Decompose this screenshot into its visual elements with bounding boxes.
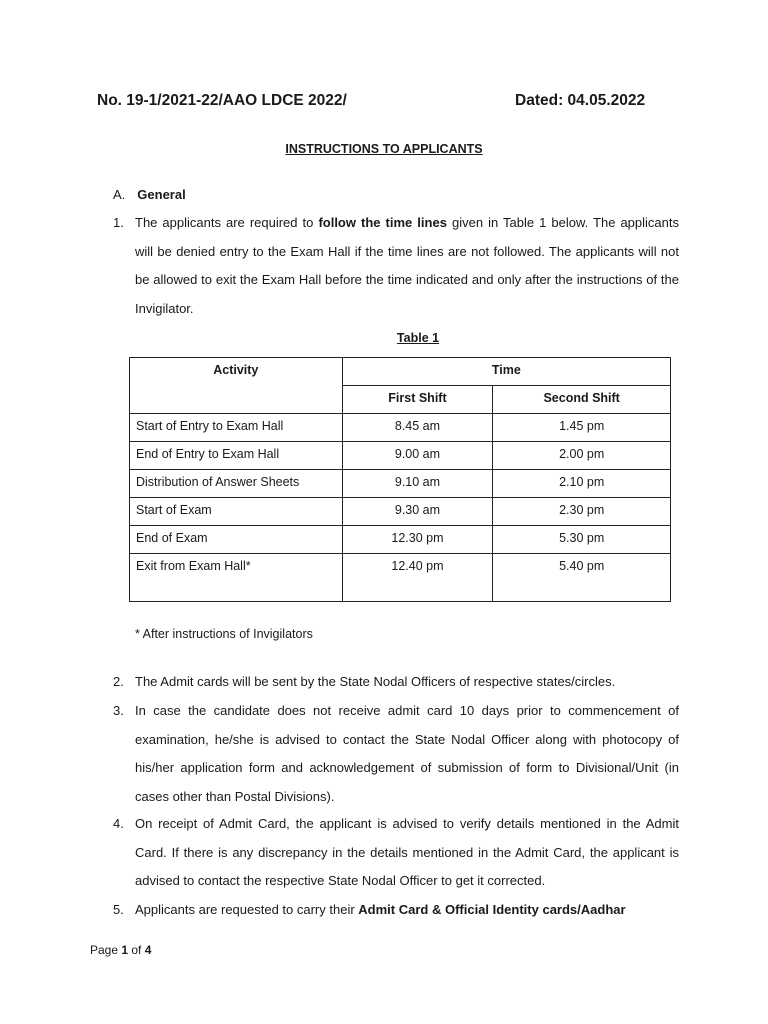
second-shift-cell: 5.40 pm [493,554,671,602]
second-shift-cell: 2.30 pm [493,498,671,526]
first-shift-cell: 9.30 am [342,498,493,526]
header-activity: Activity [130,358,343,414]
item-number: 5. [113,902,124,917]
table-row [130,554,671,602]
table-row [130,498,671,526]
activity-cell: Start of Entry to Exam Hall [130,414,343,442]
activity-cell: Distribution of Answer Sheets [130,470,343,498]
instruction-item-3 [113,697,679,811]
timeline-table [129,357,671,602]
page-number: 1 [121,943,129,957]
instruction-item-5 [113,896,679,925]
instruction-item-1 [113,209,679,323]
header-time: Time [342,358,670,386]
header-first-shift: First Shift [342,386,493,414]
item-number: 4. [113,816,124,831]
first-shift-cell: 9.00 am [342,442,493,470]
section-heading [113,187,186,202]
reference-number: No. 19-1/2021-22/AAO LDCE 2022/ [97,92,347,109]
header-second-shift: Second Shift [493,386,671,414]
activity-cell: End of Entry to Exam Hall [130,442,343,470]
item-text: The applicants are required to follow the time lines given in Table 1 below. The applicants will be denied entry to the Exam Hall if the time lines are not followed. The applicants will not be allowed to exit the Exam Hall before the time indicated and only after the instructions of the Invigilator. [135,215,679,316]
emphasis: follow the time lines [318,215,447,230]
second-shift-cell: 2.10 pm [493,470,671,498]
document-date: Dated: 04.05.2022 [515,92,646,109]
first-shift-cell: 12.40 pm [342,554,493,602]
item-number: 1. [113,215,124,230]
table-footnote: * After instructions of Invigilators [135,627,313,641]
table-row [130,470,671,498]
second-shift-cell: 2.00 pm [493,442,671,470]
first-shift-cell: 8.45 am [342,414,493,442]
item-text: The Admit cards will be sent by the State Nodal Officers of respective states/circles. [135,674,616,689]
item-text: Applicants are requested to carry their Admit Card & Official Identity cards/Aadhar [135,902,626,917]
table-caption: Table 1 [396,331,440,345]
section-name: General [137,187,186,202]
second-shift-cell: 1.45 pm [493,414,671,442]
second-shift-cell: 5.30 pm [493,526,671,554]
activity-cell: Exit from Exam Hall* [130,554,343,602]
activity-cell: End of Exam [130,526,343,554]
section-letter: A. [113,187,126,202]
table-row [130,526,671,554]
first-shift-cell: 12.30 pm [342,526,493,554]
item-number: 3. [113,703,124,718]
page-total: 4 [144,943,152,957]
instruction-item-4 [113,810,679,896]
table-row [130,414,671,442]
item-number: 2. [113,674,124,689]
instruction-item-2 [113,668,679,697]
activity-cell: Start of Exam [130,498,343,526]
item-text: On receipt of Admit Card, the applicant is advised to verify details mentioned in the Admit Card. If there is any discrepancy in the details mentioned in the Admit Card, the applicant is advised to contact the respective State Nodal Officer to get it corrected. [135,816,679,888]
first-shift-cell: 9.10 am [342,470,493,498]
page-footer: Page 1 of 4 [90,943,152,957]
table-row [130,442,671,470]
emphasis: Admit Card & Official Identity cards/Aadhar [358,902,626,917]
item-text: In case the candidate does not receive admit card 10 days prior to commencement of examination, he/she is advised to contact the State Nodal Officer along with photocopy of his/her application form and acknowledgement of submission of form to Divisional/Unit (in cases other than Postal Divisions). [135,703,679,804]
page-title: INSTRUCTIONS TO APPLICANTS [285,142,483,156]
